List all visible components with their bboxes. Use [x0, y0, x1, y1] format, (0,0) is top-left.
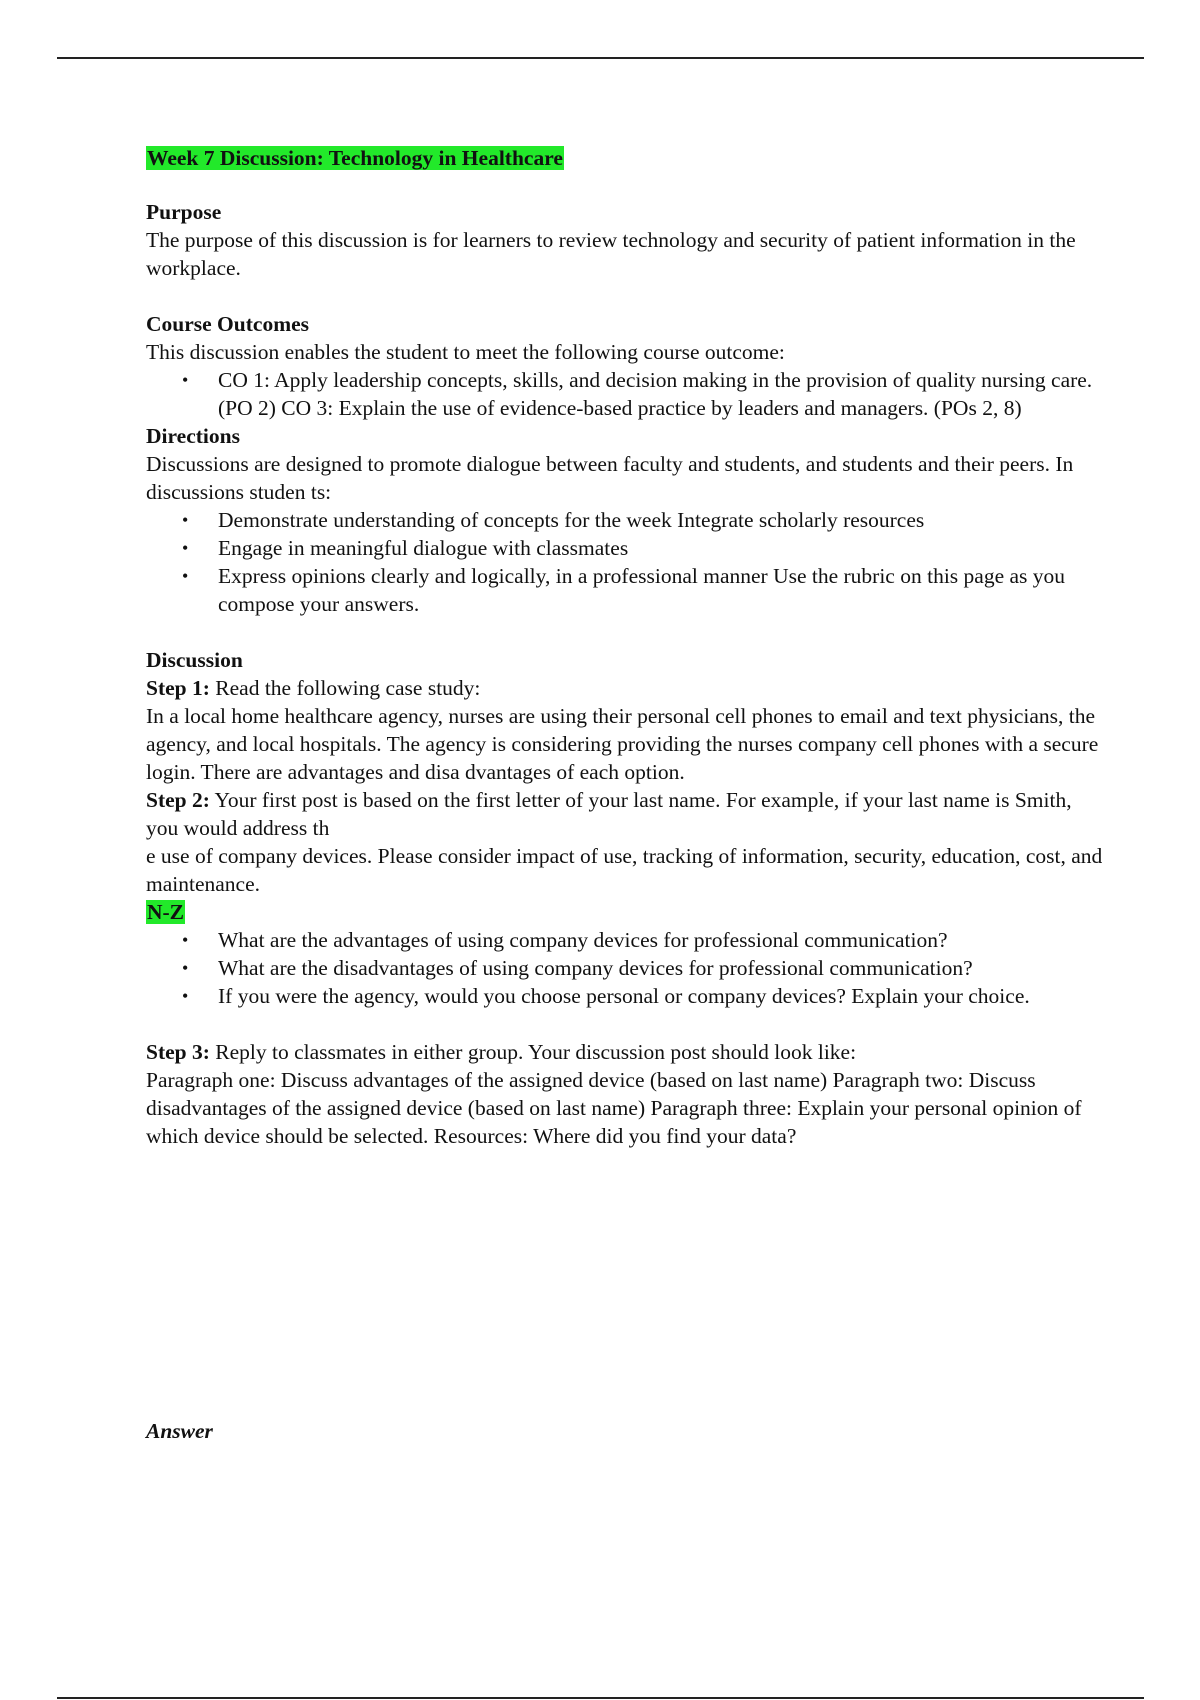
directions-text: Discussions are designed to promote dialogue between faculty and students, and students and their peers. In discussions studen ts:: [146, 452, 1074, 504]
list-item: [182, 926, 1106, 954]
group-label-highlight: N-Z: [147, 900, 185, 924]
list-item: [182, 982, 1106, 1010]
bullet-icon: •: [182, 958, 189, 978]
step-3-text: Reply to classmates in either group. Your discussion post should look like:: [209, 1040, 857, 1064]
bullet-icon: •: [182, 370, 189, 390]
step-2-label: Step 2:: [146, 788, 210, 812]
title-highlight: Week 7 Discussion: Technology in Healthcare: [147, 146, 563, 170]
list-item: [182, 506, 1106, 534]
question-text: What are the disadvantages of using company devices for professional communication?: [218, 956, 973, 980]
bullet-icon: •: [182, 986, 189, 1006]
step-3-label: Step 3:: [146, 1040, 210, 1064]
step-1-text: Read the following case study:: [209, 676, 481, 700]
bullet-icon: •: [182, 538, 189, 558]
step-1-label: Step 1:: [146, 676, 210, 700]
step-3-detail: Paragraph one: Discuss advantages of the assigned device (based on last name) Paragraph two: Discuss disadvantages of the assigned device (based on last name) Paragraph three: Explain your personal opinion of which device should be selected. Resources: Where did you find your data?: [146, 1068, 1082, 1148]
question-text: If you were the agency, would you choose personal or company devices? Explain your choice.: [218, 984, 1030, 1008]
course-outcomes-intro: This discussion enables the student to meet the following course outcome:: [146, 340, 785, 364]
course-outcomes-list: [146, 366, 1106, 422]
step-2-text: Your first post is based on the first letter of your last name. For example, if your last name is Smith, you would address th: [146, 788, 1072, 840]
step-1: [146, 674, 1106, 702]
directions-item-text: Engage in meaningful dialogue with classmates: [218, 536, 629, 560]
purpose-text: The purpose of this discussion is for learners to review technology and security of patient information in the workplace.: [146, 228, 1076, 280]
directions-item-text: Demonstrate understanding of concepts for the week Integrate scholarly resources: [218, 508, 925, 532]
list-item: [182, 366, 1106, 422]
step-2: [146, 786, 1106, 842]
list-item: [182, 562, 1106, 618]
bullet-icon: •: [182, 930, 189, 950]
bullet-icon: •: [182, 566, 189, 586]
bullet-icon: •: [182, 510, 189, 530]
document-title: [146, 144, 1106, 176]
list-item: [182, 954, 1106, 982]
course-outcome-text: CO 1: Apply leadership concepts, skills, and decision making in the provision of quality nursing care. (PO 2) CO 3: Explain the use of evidence-based practice by leaders and managers. (POs 2, 8): [218, 368, 1093, 420]
step-3: [146, 1038, 1106, 1066]
question-text: What are the advantages of using company devices for professional communication?: [218, 928, 948, 952]
questions-list: [146, 926, 1106, 1010]
bottom-rule: [57, 1697, 1144, 1699]
document-body: [146, 144, 1106, 1150]
directions-item-text: Express opinions clearly and logically, in a professional manner Use the rubric on this page as you compose your answers.: [218, 564, 1066, 616]
discussion-heading: Discussion: [146, 648, 243, 672]
answer-label: Answer: [146, 1419, 213, 1443]
directions-heading: Directions: [146, 424, 240, 448]
group-label: [146, 898, 1106, 926]
list-item: [182, 534, 1106, 562]
directions-list: [146, 506, 1106, 618]
case-study-text: In a local home healthcare agency, nurses are using their personal cell phones to email and text physicians, the agency, and local hospitals. The agency is considering providing the nurses company cell phones with a secure login. There are advantages and disa dvantages of each option.: [146, 704, 1099, 784]
top-rule: [57, 57, 1144, 59]
purpose-heading: Purpose: [146, 200, 222, 224]
step-2-continued: e use of company devices. Please consider impact of use, tracking of information, security, education, cost, and maintenance.: [146, 844, 1103, 896]
course-outcomes-heading: Course Outcomes: [146, 312, 310, 336]
